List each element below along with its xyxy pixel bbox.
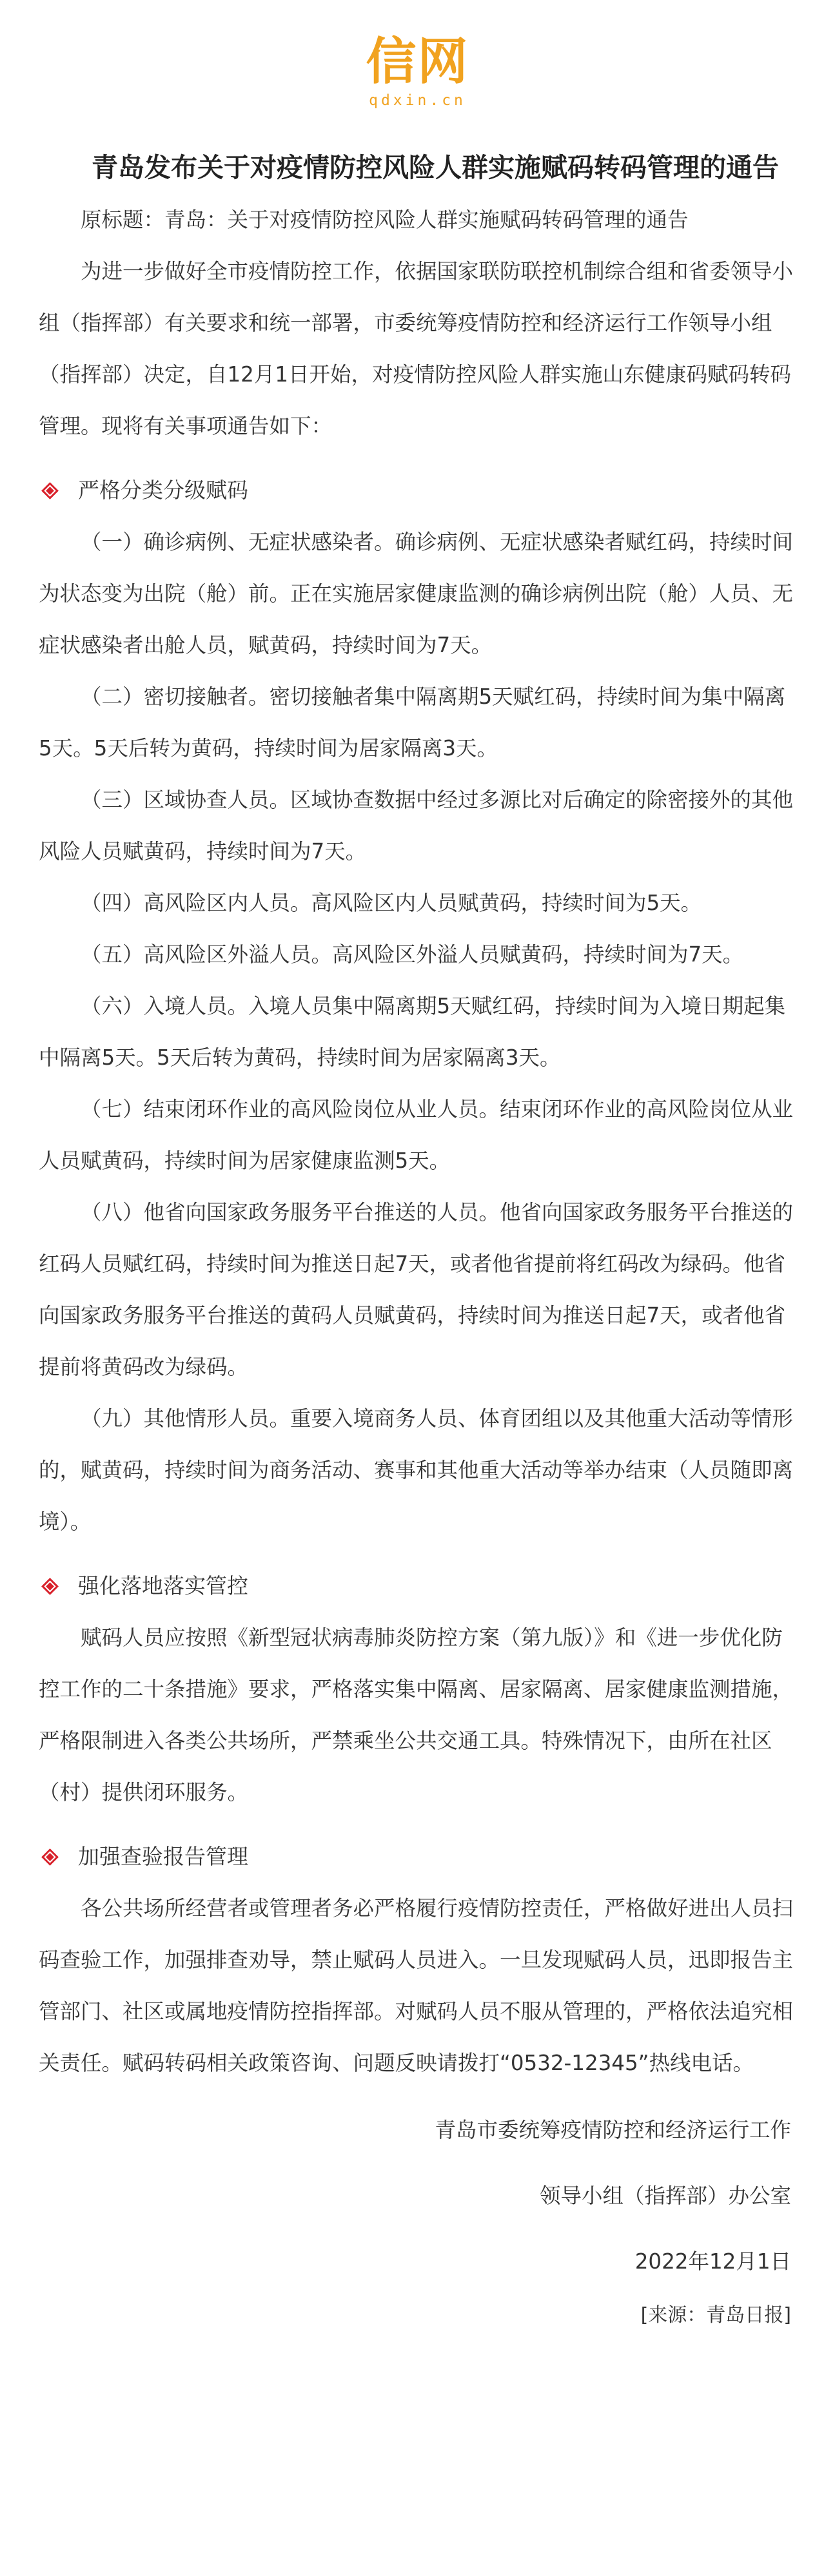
logo-text: 信网	[366, 33, 469, 91]
source-note: [来源：青岛日报]	[640, 2304, 791, 2327]
section-heading-text: 严格分类分级赋码	[78, 478, 248, 503]
section-1-paragraph-6: （六）入境人员。入境人员集中隔离期5天赋红码，持续时间为入境日期起集中隔离5天。5天后转为黄码，持续时间为居家隔离3天。	[39, 994, 786, 1070]
section-1-paragraph-1: （一）确诊病例、无症状感染者。确诊病例、无症状感染者赋红码，持续时间为状态变为出院（舱）前。正在实施居家健康监测的确诊病例出院（舱）人员、无症状感染者出舱人员，赋黄码，持续时间为7天。	[39, 530, 794, 657]
section-3-paragraph-1: 各公共场所经营者或管理者务必严格履行疫情防控责任，严格做好进出人员扫码查验工作，加强排查劝导，禁止赋码人员进入。一旦发现赋码人员，迅即报告主管部门、社区或属地疫情防控指挥部。对赋码人员不服从管理的，严格依法追究相关责任。赋码转码相关政策咨询、问题反映请拨打“0532-12345”热线电话。	[39, 1896, 794, 2075]
site-logo[interactable]	[39, 0, 796, 114]
section-heading-text: 加强查验报告管理	[78, 1844, 248, 1869]
section-1-paragraph-5: （五）高风险区外溢人员。高风险区外溢人员赋黄码，持续时间为7天。	[81, 942, 744, 967]
logo-domain: qdxin.cn	[369, 92, 466, 109]
diamond-bullet-icon	[41, 482, 59, 499]
section-1-paragraph-9: （九）其他情形人员。重要入境商务人员、体育团组以及其他重大活动等情形的，赋黄码，持续时间为商务活动、赛事和其他重大活动等举办结束（人员随即离境）。	[39, 1406, 794, 1534]
section-1-paragraph-2: （二）密切接触者。密切接触者集中隔离期5天赋红码，持续时间为集中隔离5天。5天后转为黄码，持续时间为居家隔离3天。	[39, 684, 786, 760]
signature-date: 2022年12月1日	[634, 2249, 791, 2274]
section-2-paragraph-1: 赋码人员应按照《新型冠状病毒肺炎防控方案（第九版）》和《进一步优化防控工作的二十条措施》要求，严格落实集中隔离、居家隔离、居家健康监测措施，严格限制进入各类公共场所，严禁乘坐公共交通工具。特殊情况下，由所在社区（村）提供闭环服务。	[39, 1625, 794, 1805]
section-heading-2	[39, 1560, 796, 1612]
section-1-paragraph-8: （八）他省向国家政务服务平台推送的人员。他省向国家政务服务平台推送的红码人员赋红码，持续时间为推送日起7天，或者他省提前将红码改为绿码。他省向国家政务服务平台推送的黄码人员赋黄码，持续时间为推送日起7天，或者他省提前将黄码改为绿码。	[39, 1200, 794, 1379]
section-heading-3	[39, 1831, 796, 1883]
section-1-paragraph-4: （四）高风险区内人员。高风险区内人员赋黄码，持续时间为5天。	[81, 891, 702, 915]
section-heading-1	[39, 465, 796, 516]
signature-line-2: 领导小组（指挥部）办公室	[539, 2184, 791, 2208]
article-title: 青岛发布关于对疫情防控风险人群实施赋码转码管理的通告	[92, 152, 779, 183]
intro-paragraph: 为进一步做好全市疫情防控工作，依据国家联防联控机制综合组和省委领导小组（指挥部）有关要求和统一部署，市委统筹疫情防控和经济运行工作领导小组（指挥部）决定，自12月1日开始，对疫情防控风险人群实施山东健康码赋码转码管理。现将有关事项通告如下：	[39, 259, 794, 438]
original-title: 原标题：青岛：关于对疫情防控风险人群实施赋码转码管理的通告	[81, 208, 689, 232]
diamond-bullet-icon	[41, 1848, 59, 1866]
section-heading-text: 强化落地落实管控	[78, 1573, 248, 1598]
section-1-paragraph-3: （三）区域协查人员。区域协查数据中经过多源比对后确定的除密接外的其他风险人员赋黄码，持续时间为7天。	[39, 788, 794, 864]
signature-line-1: 青岛市委统筹疫情防控和经济运行工作	[435, 2118, 791, 2142]
section-1-paragraph-7: （七）结束闭环作业的高风险岗位从业人员。结束闭环作业的高风险岗位从业人员赋黄码，持续时间为居家健康监测5天。	[39, 1097, 794, 1173]
diamond-bullet-icon	[41, 1578, 59, 1595]
